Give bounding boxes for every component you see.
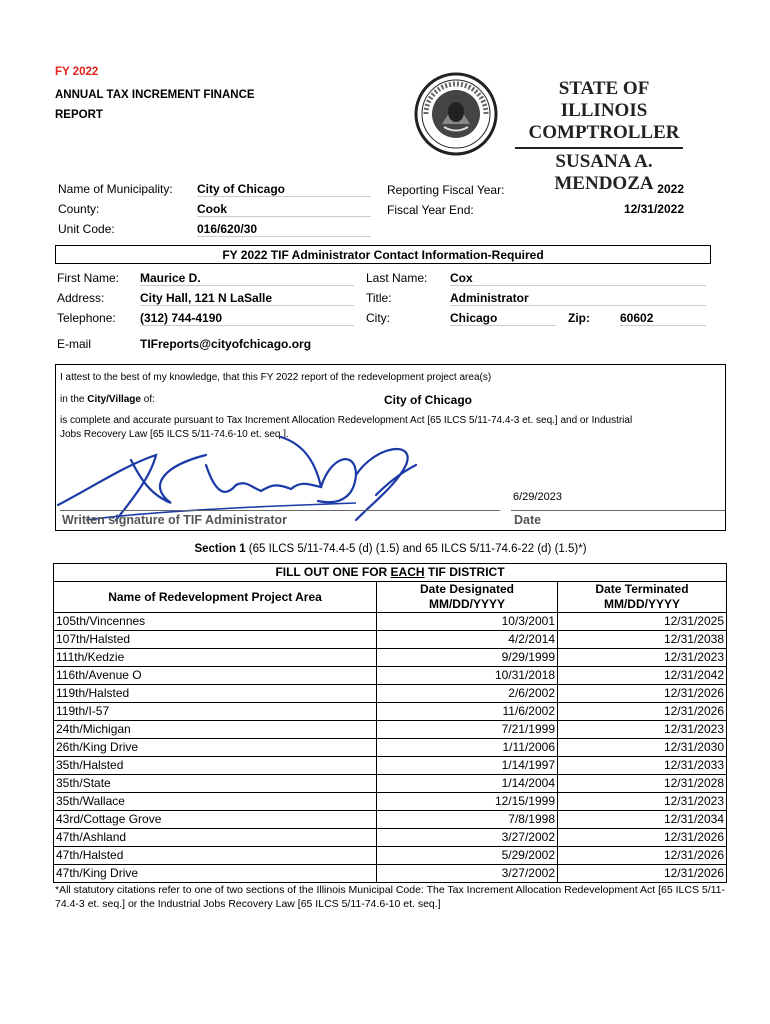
agency-block (515, 78, 693, 195)
attest-of: of: (143, 394, 155, 405)
attest-city-value: City of Chicago (384, 393, 473, 407)
project-name-cell: 107th/Halsted (54, 631, 377, 649)
tif-table-body (54, 613, 727, 883)
report-title-line2: REPORT (55, 109, 103, 121)
attest-city-village: City/Village (87, 394, 141, 405)
telephone-value: (312) 744-4190 (140, 311, 354, 326)
date-terminated-cell: 12/31/2023 (558, 793, 727, 811)
agency-name: SUSANA A. MENDOZA (554, 151, 654, 194)
date-terminated-cell: 12/31/2026 (558, 847, 727, 865)
table-row (54, 811, 727, 829)
table-row (54, 847, 727, 865)
zip-label: Zip: (568, 311, 590, 325)
telephone-label: Telephone: (57, 311, 116, 325)
date-terminated-cell: 12/31/2026 (558, 865, 727, 883)
last-name-value: Cox (450, 271, 706, 286)
col-header-terminated-2: MM/DD/YYYY (603, 597, 680, 611)
table-row (54, 649, 727, 667)
date-terminated-cell: 12/31/2033 (558, 757, 727, 775)
date-terminated-cell: 12/31/2023 (558, 649, 727, 667)
fill-out-each: EACH (390, 565, 425, 579)
col-header-designated-2: MM/DD/YYYY (428, 597, 505, 611)
attest-line4: Jobs Recovery Law [65 ILCS 5/11-74.6-10 et. seq.]. (60, 429, 289, 440)
project-name-cell: 105th/Vincennes (54, 613, 377, 631)
signature-label: Written signature of TIF Administrator (62, 513, 288, 527)
table-row (54, 613, 727, 631)
project-name-cell: 47th/Ashland (54, 829, 377, 847)
date-designated-cell: 5/29/2002 (377, 847, 558, 865)
project-name-cell: 111th/Kedzie (54, 649, 377, 667)
col-header-terminated-1: Date Terminated (595, 582, 689, 596)
date-designated-cell: 10/3/2001 (377, 613, 558, 631)
date-terminated-cell: 12/31/2042 (558, 667, 727, 685)
tif-district-table (53, 563, 727, 883)
footnote: *All statutory citations refer to one of two sections of the Illinois Municipal Code: The Tax Increment Allocation Redevelopment Act [65 ILCS 5/11-74.4-3 et. seq.] or the Industrial Jobs Recovery Law [65 ILCS 5/11-74.6-10 et. seq.] (55, 884, 726, 910)
date-designated-cell: 1/11/2006 (377, 739, 558, 757)
date-designated-cell: 7/8/1998 (377, 811, 558, 829)
table-row (54, 739, 727, 757)
attest-line1: I attest to the best of my knowledge, that this FY 2022 report of the redevelopment project area(s) (60, 372, 492, 383)
signature-line (60, 510, 500, 511)
city-label: City: (366, 311, 390, 325)
attest-in-the-text: in the (60, 394, 85, 405)
municipality-value: City of Chicago (197, 182, 371, 197)
project-name-cell: 24th/Michigan (54, 721, 377, 739)
unit-code-label: Unit Code: (58, 222, 115, 236)
report-title (55, 85, 315, 125)
col-header-name: Name of Redevelopment Project Area (54, 582, 377, 613)
col-header-designated-1: Date Designated (419, 582, 515, 596)
project-name-cell: 119th/Halsted (54, 685, 377, 703)
date-terminated-cell: 12/31/2026 (558, 685, 727, 703)
section-heading-rest: (65 ILCS 5/11-74.4-5 (d) (1.5) and 65 ILCS 5/11-74.6-22 (d) (1.5)*) (245, 543, 587, 555)
project-name-cell: 47th/Halsted (54, 847, 377, 865)
table-row (54, 865, 727, 883)
date-designated-cell: 1/14/1997 (377, 757, 558, 775)
first-name-value: Maurice D. (140, 271, 354, 286)
date-designated-cell: 11/6/2002 (377, 703, 558, 721)
unit-code-value: 016/620/30 (197, 222, 371, 237)
table-row (54, 667, 727, 685)
municipality-label: Name of Municipality: (58, 182, 173, 196)
table-row (54, 631, 727, 649)
project-name-cell: 35th/Halsted (54, 757, 377, 775)
table-row (54, 793, 727, 811)
table-row (54, 829, 727, 847)
date-designated-cell: 10/31/2018 (377, 667, 558, 685)
date-designated-cell: 3/27/2002 (377, 865, 558, 883)
date-designated-cell: 9/29/1999 (377, 649, 558, 667)
date-line (511, 510, 725, 511)
date-designated-cell: 4/2/2014 (377, 631, 558, 649)
city-value: Chicago (450, 311, 556, 326)
last-name-label: Last Name: (366, 271, 428, 285)
title-label: Title: (366, 291, 392, 305)
date-designated-cell: 7/21/1999 (377, 721, 558, 739)
col-header-designated (377, 582, 558, 613)
attest-date-value: 6/29/2023 (513, 491, 562, 503)
email-label: E-mail (57, 337, 92, 351)
date-designated-cell: 12/15/1999 (377, 793, 558, 811)
first-name-label: First Name: (57, 271, 120, 285)
date-label: Date (514, 513, 542, 527)
table-row (54, 775, 727, 793)
state-seal-icon (414, 72, 498, 156)
table-row (54, 703, 727, 721)
project-name-cell: 43rd/Cottage Grove (54, 811, 377, 829)
report-title-line1: ANNUAL TAX INCREMENT FINANCE (55, 89, 255, 101)
project-name-cell: 35th/State (54, 775, 377, 793)
date-terminated-cell: 12/31/2028 (558, 775, 727, 793)
reporting-fy-label: Reporting Fiscal Year: (387, 183, 505, 197)
date-terminated-cell: 12/31/2038 (558, 631, 727, 649)
table-row (54, 685, 727, 703)
date-designated-cell: 3/27/2002 (377, 829, 558, 847)
attest-line3: is complete and accurate pursuant to Tax Increment Allocation Redevelopment Act [65 ILCS 5/11-74.4-3 et. seq.] and or Industrial (60, 415, 633, 426)
agency-divider (515, 147, 683, 149)
date-terminated-cell: 12/31/2030 (558, 739, 727, 757)
zip-value: 60602 (620, 311, 706, 326)
fill-out-a: FILL OUT ONE FOR (275, 565, 391, 579)
date-terminated-cell: 12/31/2023 (558, 721, 727, 739)
address-label: Address: (57, 291, 105, 305)
attest-in-the (60, 394, 155, 405)
section-heading-bold: Section 1 (194, 543, 246, 555)
date-terminated-cell: 12/31/2025 (558, 613, 727, 631)
email-value: TIFreports@cityofchicago.org (140, 337, 312, 351)
project-name-cell: 35th/Wallace (54, 793, 377, 811)
address-value: City Hall, 121 N LaSalle (140, 291, 354, 306)
project-name-cell: 116th/Avenue O (54, 667, 377, 685)
agency-comptroller: COMPTROLLER (528, 122, 680, 143)
title-value: Administrator (450, 291, 706, 306)
county-label: County: (58, 202, 100, 216)
project-name-cell: 47th/King Drive (54, 865, 377, 883)
reporting-fy-value: 2022 (657, 182, 684, 196)
fill-out-header (54, 564, 727, 582)
county-value: Cook (197, 202, 371, 217)
fy-end-label: Fiscal Year End: (387, 203, 474, 217)
date-designated-cell: 2/6/2002 (377, 685, 558, 703)
agency-state: STATE OF ILLINOIS (558, 78, 650, 121)
section-heading (55, 543, 726, 555)
date-terminated-cell: 12/31/2026 (558, 703, 727, 721)
fill-out-b: TIF DISTRICT (424, 565, 505, 579)
date-designated-cell: 1/14/2004 (377, 775, 558, 793)
table-row (54, 721, 727, 739)
project-name-cell: 26th/King Drive (54, 739, 377, 757)
fiscal-year-label: FY 2022 (55, 66, 99, 78)
table-row (54, 757, 727, 775)
col-header-terminated (558, 582, 727, 613)
attestation-box (55, 364, 726, 531)
project-name-cell: 119th/I-57 (54, 703, 377, 721)
fy-end-value: 12/31/2022 (623, 202, 684, 216)
date-terminated-cell: 12/31/2026 (558, 829, 727, 847)
contact-section-title: FY 2022 TIF Administrator Contact Information-Required (55, 245, 711, 264)
date-terminated-cell: 12/31/2034 (558, 811, 727, 829)
